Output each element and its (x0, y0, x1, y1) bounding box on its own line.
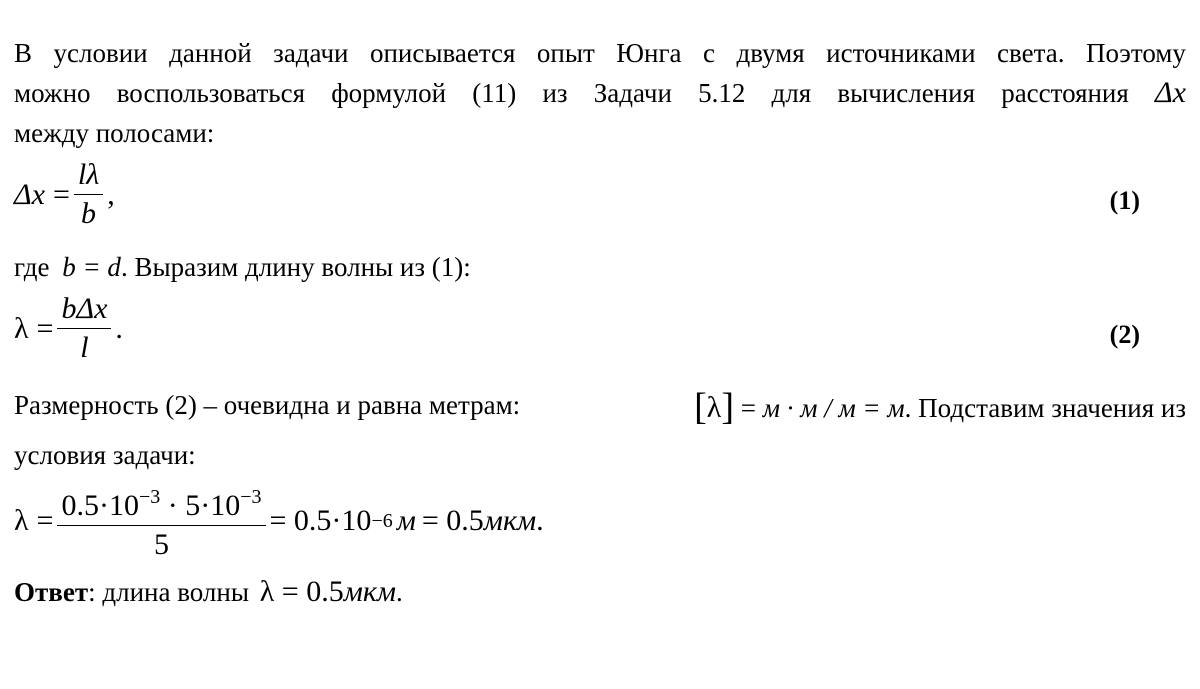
answer-text: длина волны (102, 577, 249, 607)
eq1-fraction (74, 158, 103, 231)
word: формулой (331, 78, 447, 108)
word: условии (53, 38, 148, 68)
eq3-exp-r: −6 (371, 509, 393, 532)
word: данной (169, 38, 252, 68)
answer-label: Ответ (14, 577, 89, 607)
word: Поэтому (1085, 38, 1186, 68)
word: описывается (369, 38, 516, 68)
where-line (14, 252, 471, 282)
answer-math: λ = 0.5 (259, 575, 344, 608)
word: Задачи (593, 78, 672, 108)
word: В (14, 38, 33, 68)
word: света. (997, 38, 1065, 68)
word: (11) (472, 78, 517, 108)
word: вычисления (837, 78, 976, 108)
eq3-num-part-a: 0.5·10 (61, 489, 139, 522)
eq3-denominator: 5 (153, 528, 169, 561)
dimension-math-group: [λ] = м · м / м = м. Подставим значения из (694, 386, 1186, 428)
eq3-num-part-b: · 5·10 (160, 489, 241, 522)
where-prefix: где (14, 252, 50, 282)
eq1-denominator: b (81, 197, 97, 230)
eq3-result-b: = 0.5 (421, 504, 484, 537)
equation-1 (14, 158, 115, 231)
eq3-result-unit: м (396, 504, 416, 537)
eq1-trail: , (107, 177, 115, 211)
eq3-fraction (57, 480, 265, 562)
eq1-numerator: lλ (74, 158, 103, 195)
word: 5.12 (698, 78, 746, 108)
substitute-line: условия задачи: (14, 440, 196, 470)
eq1-lhs: Δx (14, 177, 45, 211)
answer-line (14, 577, 403, 607)
dimension-math: м · м / м = м (762, 393, 905, 423)
where-suffix: . Выразим длину волны из (1): (120, 252, 471, 282)
eq3-exp-b: −3 (240, 486, 262, 508)
answer-colon: : (88, 577, 96, 607)
equation-3 (14, 480, 544, 562)
eq3-result-unit2: мкм (483, 504, 537, 537)
word: можно (14, 78, 91, 108)
answer-trail: . (396, 577, 403, 607)
paragraph-line-1 (14, 38, 1186, 68)
eq2-lhs: λ (14, 311, 29, 345)
paragraph-line-2 (14, 78, 1186, 108)
where-math: b = d (62, 252, 121, 282)
eq2-fraction (57, 292, 111, 365)
word: для (771, 78, 812, 108)
eq3-numerator (57, 480, 265, 526)
paragraph-line-3: между полосами: (14, 118, 215, 148)
dimension-line (14, 386, 1186, 428)
eq3-equals: = (36, 504, 54, 537)
word: источниками (826, 38, 976, 68)
eq3-exp-a: −3 (138, 486, 161, 508)
word: опыт (536, 38, 595, 68)
word: с (703, 38, 715, 68)
eq1-equals: = (52, 177, 70, 211)
word: воспользоваться (116, 78, 306, 108)
answer-unit: мкм (343, 575, 397, 608)
eq3-lhs: λ (14, 504, 29, 537)
eq3-trail: . (536, 504, 544, 537)
word: Юнга (616, 38, 682, 68)
eq3-result-a: = 0.5·10 (269, 504, 372, 537)
word: задачи (273, 38, 349, 68)
right-bracket: ] (721, 386, 734, 428)
eq2-equals: = (36, 311, 54, 345)
equation-2 (14, 292, 123, 365)
dimension-prefix: Размерность (2) – очевидна и равна метрам: (14, 390, 521, 420)
dimension-suffix: . Подставим значения из (904, 393, 1186, 423)
word: Δx (1154, 76, 1186, 109)
left-bracket: [ (694, 386, 707, 428)
equation-2-label: (2) (1109, 320, 1140, 349)
eq2-trail: . (115, 311, 123, 345)
dimension-lambda: λ (706, 391, 722, 424)
word: из (542, 78, 568, 108)
word: двумя (736, 38, 805, 68)
eq2-numerator: bΔx (57, 292, 111, 329)
word: расстояния (1001, 78, 1129, 108)
equation-1-label: (1) (1109, 186, 1140, 215)
eq2-denominator: l (80, 331, 89, 364)
